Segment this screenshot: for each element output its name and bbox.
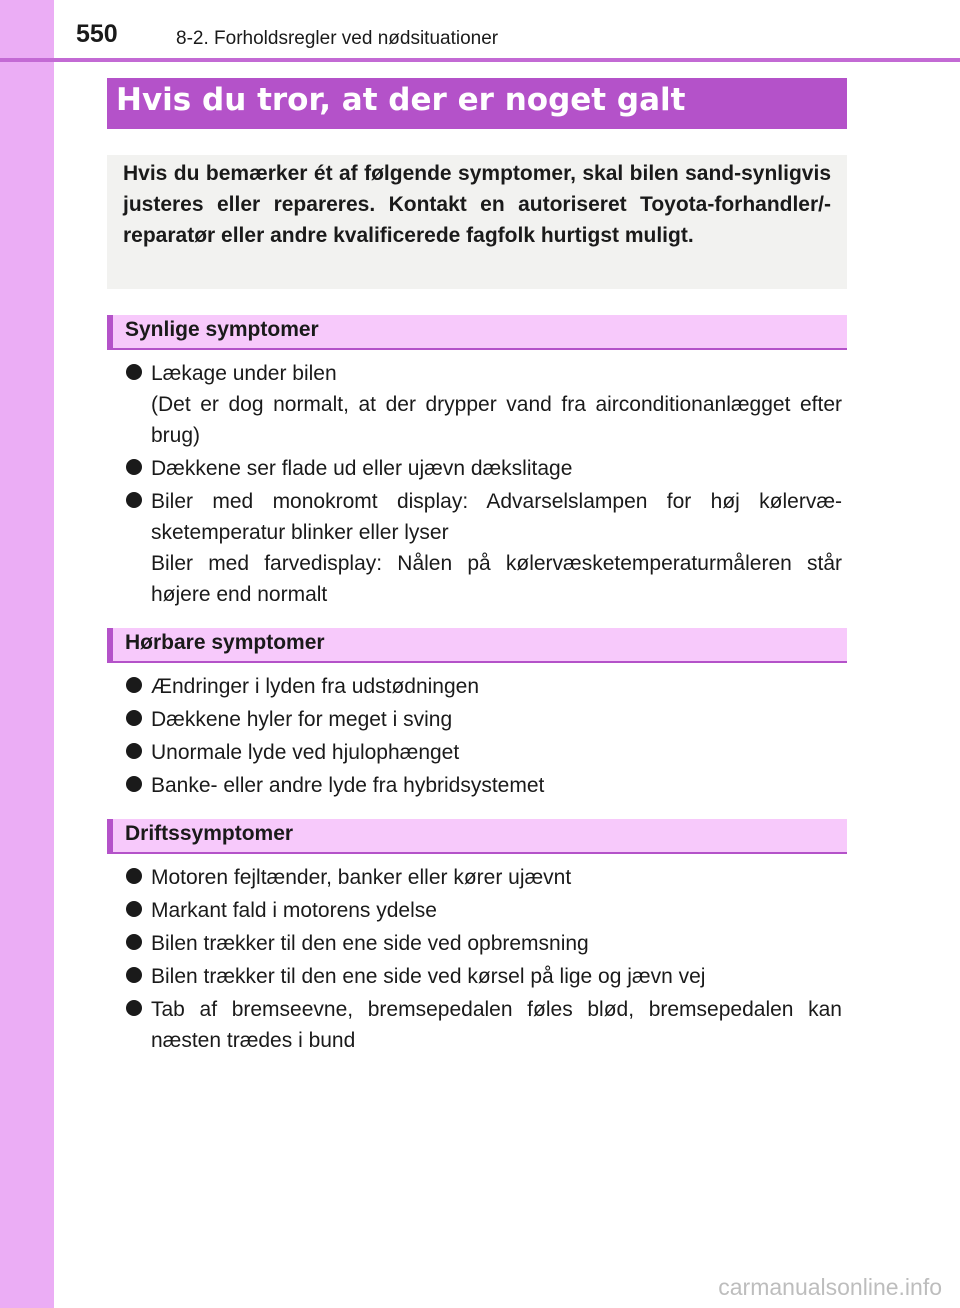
list-item — [126, 928, 842, 959]
page-number: 550 — [76, 20, 118, 48]
list-item — [126, 737, 842, 768]
list-item — [126, 994, 842, 1056]
list-item — [126, 453, 842, 484]
watermark: carmanualsonline.info — [718, 1274, 942, 1300]
list-item — [126, 961, 842, 992]
section-reference: 8-2. Forholdsregler ved nødsituationer — [176, 28, 499, 49]
list-item — [126, 486, 842, 610]
header-divider — [0, 58, 960, 62]
section-heading-text: Synlige symptomer — [125, 318, 319, 341]
list-item — [126, 862, 842, 893]
list-item-text: Bilen trækker til den ene side ved opbremsning — [151, 932, 589, 955]
list-item-text: Lækage under bilen — [151, 362, 337, 385]
list-item-text: Unormale lyde ved hjulophænget — [151, 741, 460, 764]
list-item — [126, 895, 842, 926]
list-item — [126, 704, 842, 735]
list-item-text: Banke- eller andre lyde fra hybridsystemet — [151, 774, 545, 797]
list-item-text: Tab af bremseevne, bremsepedalen føles blød, bremsepedalen kan næsten trædes i bund — [151, 998, 842, 1052]
driving-symptoms-list — [126, 862, 842, 1058]
bullet-icon — [126, 1000, 142, 1016]
bullet-icon — [126, 492, 142, 508]
bullet-icon — [126, 776, 142, 792]
section-heading-driving-symptoms — [107, 819, 847, 854]
list-item — [126, 770, 842, 801]
section-heading-audible-symptoms — [107, 628, 847, 663]
bullet-icon — [126, 934, 142, 950]
list-item — [126, 671, 842, 702]
page-title-bar — [107, 78, 847, 129]
intro-text: Hvis du bemærker ét af følgende symptomer, skal bilen sand-synligvis justeres eller repareres. Kontakt en autoriseret Toyota-forhandler/-reparatør eller andre kvalificerede fagfolk hurtigst muligt. — [123, 162, 831, 247]
list-item-text: Dækkene ser flade ud eller ujævn dækslitage — [151, 457, 573, 480]
bullet-icon — [126, 459, 142, 475]
page-title: Hvis du tror, at der er noget galt — [116, 82, 686, 118]
section-heading-text: Hørbare symptomer — [125, 631, 325, 654]
bullet-icon — [126, 743, 142, 759]
list-item-text: Ændringer i lyden fra udstødningen — [151, 675, 480, 698]
section-heading-visible-symptoms — [107, 315, 847, 350]
list-item-text: Biler med farvedisplay: Nålen på kølervæsketemperaturmåleren står højere end normalt — [151, 552, 842, 606]
list-item-text: Markant fald i motorens ydelse — [151, 899, 437, 922]
list-item-text: Biler med monokromt display: Advarselslampen for høj kølervæ-sketemperatur blinker eller lyser — [151, 490, 842, 544]
audible-symptoms-list — [126, 671, 842, 803]
bullet-icon — [126, 868, 142, 884]
bullet-icon — [126, 677, 142, 693]
side-color-strip — [0, 0, 54, 1308]
visible-symptoms-list — [126, 358, 842, 612]
bullet-icon — [126, 710, 142, 726]
bullet-icon — [126, 967, 142, 983]
list-item — [126, 358, 842, 451]
bullet-icon — [126, 364, 142, 380]
list-item-text: Bilen trækker til den ene side ved kørsel på lige og jævn vej — [151, 965, 706, 988]
list-item-text: Motoren fejltænder, banker eller kører ujævnt — [151, 866, 572, 889]
list-item-text: Dækkene hyler for meget i sving — [151, 708, 453, 731]
list-item-text: (Det er dog normalt, at der drypper vand fra airconditionanlægget efter brug) — [151, 393, 842, 447]
bullet-icon — [126, 901, 142, 917]
intro-box — [107, 155, 847, 289]
section-heading-text: Driftssymptomer — [125, 822, 294, 845]
